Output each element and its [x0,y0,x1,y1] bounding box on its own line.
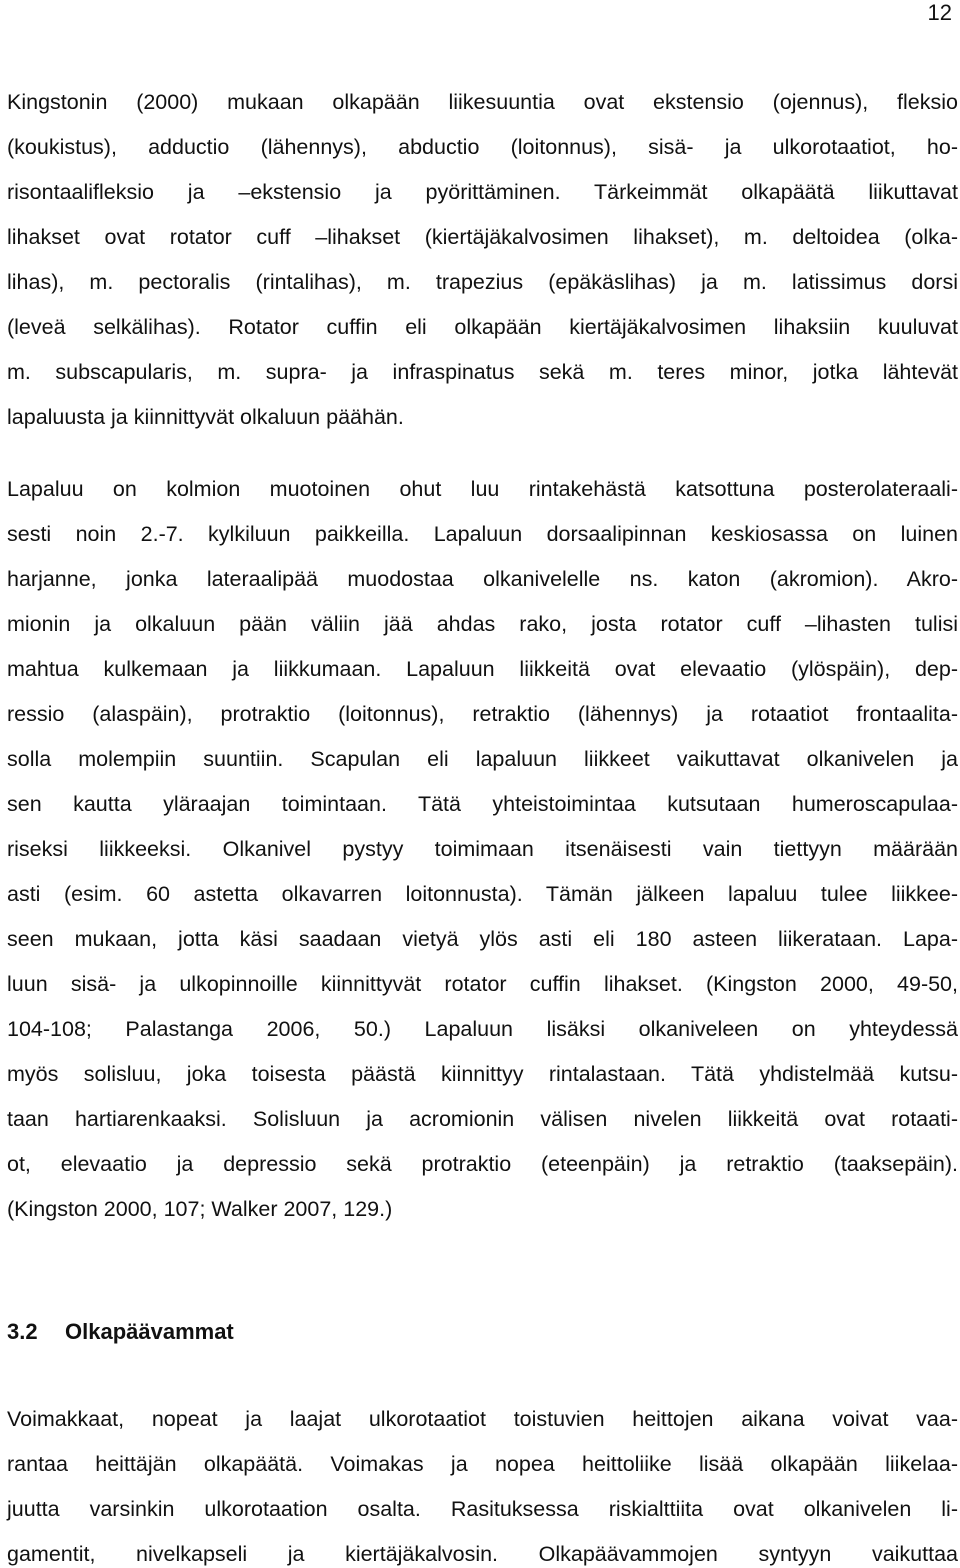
text-line: sesti noin 2.-7. kylkiluun paikkeilla. Lapaluun dorsaalipinnan keskiosassa on luinen [7,522,958,546]
text-line: gamentit, nivelkapseli ja kiertäjäkalvosin. Olkapäävammojen syntyyn vaikuttaa [7,1542,958,1566]
text-line: ressio (alaspäin), protraktio (loitonnus), retraktio (lähennys) ja rotaatiot frontaalita- [7,702,958,726]
text-line: (koukistus), adductio (lähennys), abductio (loitonnus), sisä- ja ulkorotaatiot, ho- [7,135,958,159]
text-line: 104-108; Palastanga 2006, 50.) Lapaluun lisäksi olkaniveleen on yhteydessä [7,1017,958,1041]
text-line: lihas), m. pectoralis (rintalihas), m. trapezius (epäkäslihas) ja m. latissimus dorsi [7,270,958,294]
text-line: luun sisä- ja ulkopinnoille kiinnittyvät rotator cuffin lihakset. (Kingston 2000, 49-50, [7,972,958,996]
text-line: asti (esim. 60 astetta olkavarren loitonnusta). Tämän jälkeen lapaluu tulee liikkee- [7,882,958,906]
page-number: 12 [927,0,952,25]
text-line: Lapaluu on kolmion muotoinen ohut luu rintakehästä katsottuna posterolateraali- [7,477,958,501]
text-line: lapaluusta ja kiinnittyvät olkaluun päähän. [7,405,404,429]
text-line: mionin ja olkaluun pään väliin jää ahdas rako, josta rotator cuff –lihasten tulisi [7,612,958,636]
text-line: ot, elevaatio ja depressio sekä protraktio (eteenpäin) ja retraktio (taaksepäin). [7,1152,958,1176]
text-line: Voimakkaat, nopeat ja laajat ulkorotaatiot toistuvien heittojen aikana voivat vaa- [7,1407,958,1431]
text-line: mahtua kulkemaan ja liikkumaan. Lapaluun liikkeitä ovat elevaatio (ylöspäin), dep- [7,657,958,681]
text-line: risontaalifleksio ja –ekstensio ja pyörittäminen. Tärkeimmät olkapäätä liikuttavat [7,180,958,204]
section-title: Olkapäävammat [65,1319,234,1344]
text-line: sen kautta yläraajan toimintaan. Tätä yhteistoimintaa kutsutaan humeroscapulaa- [7,792,958,816]
section-number: 3.2 [7,1319,38,1344]
text-line: seen mukaan, jotta käsi saadaan vietyä ylös asti eli 180 asteen liikerataan. Lapa- [7,927,958,951]
text-line: riseksi liikkeeksi. Olkanivel pystyy toimimaan itsenäisesti vain tiettyyn määrään [7,837,958,861]
text-line: solla molempiin suuntiin. Scapulan eli lapaluun liikkeet vaikuttavat olkanivelen ja [7,747,958,771]
text-line: juutta varsinkin ulkorotaation osalta. Rasituksessa riskialttiita ovat olkanivelen li- [7,1497,958,1521]
text-line: m. subscapularis, m. supra- ja infraspinatus sekä m. teres minor, jotka lähtevät [7,360,958,384]
text-line: rantaa heittäjän olkapäätä. Voimakas ja nopea heittoliike lisää olkapään liikelaa- [7,1452,958,1476]
section-heading [7,1318,234,1346]
text-line: (Kingston 2000, 107; Walker 2007, 129.) [7,1197,393,1221]
text-line: lihakset ovat rotator cuff –lihakset (kiertäjäkalvosimen lihakset), m. deltoidea (olka- [7,225,958,249]
text-line: myös solisluu, joka toisesta päästä kiinnittyy rintalastaan. Tätä yhdistelmää kutsu- [7,1062,958,1086]
text-line: harjanne, jonka lateraalipää muodostaa olkanivelelle ns. katon (akromion). Akro- [7,567,958,591]
text-line: taan hartiarenkaaksi. Solisluun ja acromionin välisen nivelen liikkeitä ovat rotaati- [7,1107,958,1131]
text-line: (leveä selkälihas). Rotator cuffin eli olkapään kiertäjäkalvosimen lihaksiin kuuluvat [7,315,958,339]
text-line: Kingstonin (2000) mukaan olkapään liikesuuntia ovat ekstensio (ojennus), fleksio [7,90,958,114]
